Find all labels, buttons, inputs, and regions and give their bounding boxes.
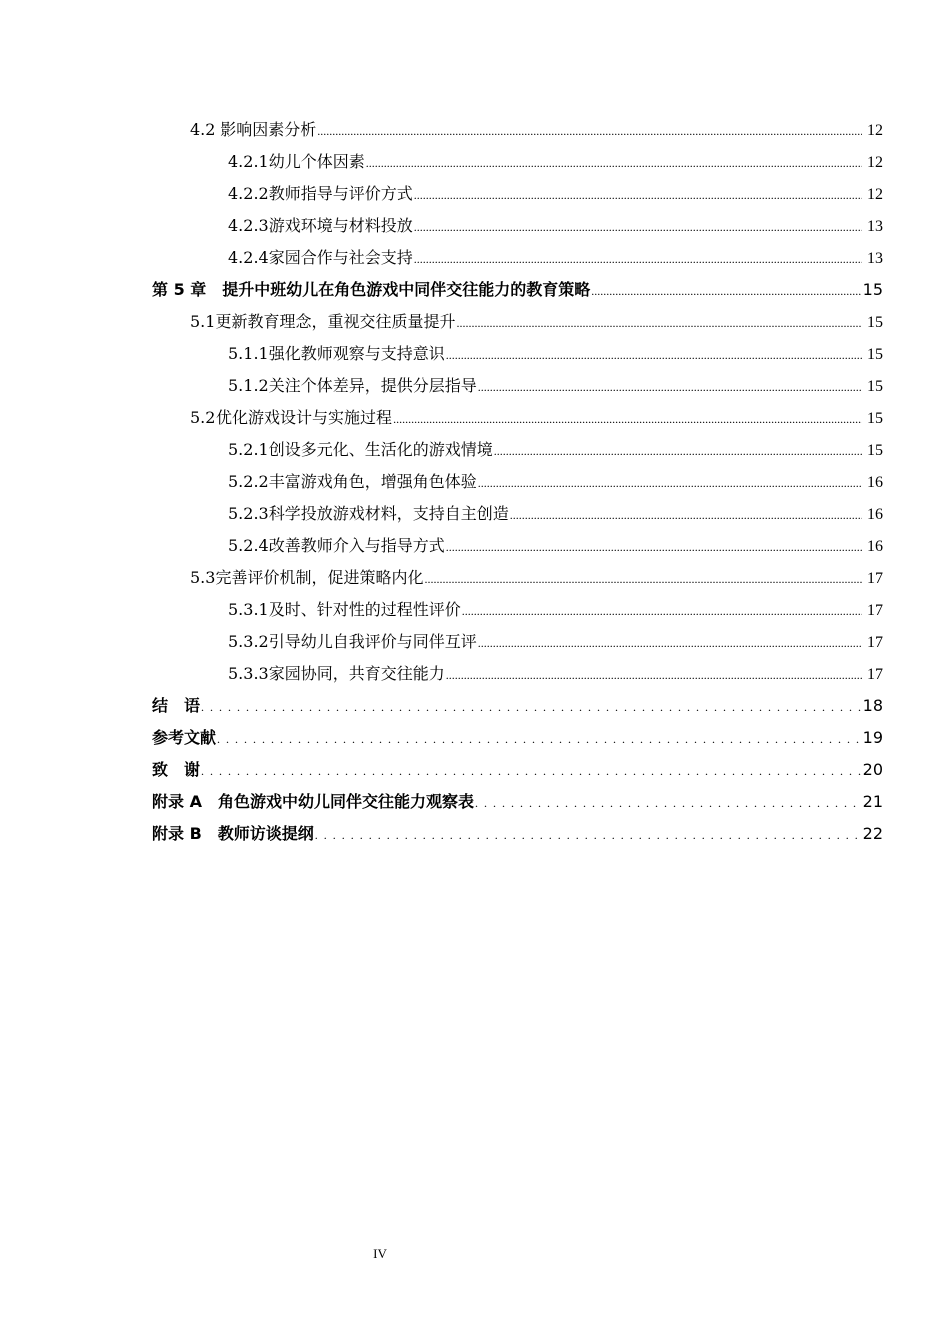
toc-dot-leader [446,659,862,691]
toc-entry-title: 改善教师介入与指导方式 [268,536,445,555]
toc-dot-leader [317,115,862,147]
toc-entry-title: 结 语 [152,696,201,715]
toc-dot-leader [494,435,862,467]
toc-entry-title: 影响因素分析 [220,120,317,139]
toc-entry-title: 优化游戏设计与实施过程 [216,408,393,427]
toc-dot-leader [478,627,862,659]
toc-entry-page: 12 [867,122,883,139]
toc-dot-leader [478,467,862,499]
toc-entry-page: 15 [867,346,883,363]
toc-entry-number: 4.2.2 [228,184,269,203]
toc-entry-page: 15 [867,442,883,459]
toc-entry-page: 12 [867,154,883,171]
toc-entry-title: 家园协同，共育交往能力 [268,664,445,683]
toc-entry-title: 创设多元化、生活化的游戏情境 [268,440,493,459]
toc-entry-title: 角色游戏中幼儿同伴交往能力观察表 [217,792,474,811]
toc-dot-leader [414,243,862,275]
toc-entry-number: 4.2.4 [228,248,269,267]
toc-entry[interactable] [152,434,883,466]
toc-dot-leader [414,211,862,243]
toc-dot-leader [217,723,862,755]
toc-entry-title: 幼儿个体因素 [268,152,365,171]
toc-entry-page: 22 [862,824,883,843]
toc-entry[interactable] [152,690,883,722]
toc-entry-title: 丰富游戏角色，增强角色体验 [268,472,477,491]
toc-entry[interactable] [152,178,883,210]
toc-entry[interactable] [152,402,883,434]
toc-entry[interactable] [152,722,883,754]
toc-entry[interactable] [152,306,883,338]
toc-entry-number: 5.2.1 [228,440,269,459]
toc-entry[interactable] [152,466,883,498]
toc-entry-page: 13 [867,218,883,235]
toc-entry-page: 16 [867,538,883,555]
toc-entry-number: 4.2.1 [228,152,269,171]
toc-entry-page: 19 [862,728,883,747]
toc-entry-number: 附录 A [152,792,202,811]
toc-dot-leader [478,371,862,403]
toc-entry-title: 科学投放游戏材料，支持自主创造 [268,504,509,523]
toc-entry[interactable] [152,754,883,786]
toc-dot-leader [475,787,862,819]
toc-entry-page: 17 [867,666,883,683]
toc-entry[interactable] [152,370,883,402]
toc-entry-number: 第 5 章 [152,280,207,299]
toc-entry[interactable] [152,626,883,658]
toc-entry-page: 17 [867,634,883,651]
toc-entry-number: 5.2.3 [228,504,269,523]
toc-entry-title: 教师指导与评价方式 [268,184,413,203]
toc-entry[interactable] [152,498,883,530]
toc-dot-leader [446,339,862,371]
toc-entry-page: 15 [867,314,883,331]
toc-entry[interactable] [152,146,883,178]
toc-entry-page: 13 [867,250,883,267]
toc-dot-leader [414,179,862,211]
toc-entry-page: 16 [867,474,883,491]
toc-entry-title: 提升中班幼儿在角色游戏中同伴交往能力的教育策略 [222,280,591,299]
toc-entry[interactable] [152,530,883,562]
toc-dot-leader [510,499,862,531]
toc-entry[interactable] [152,210,883,242]
toc-entry-page: 12 [867,186,883,203]
toc-dot-leader [315,819,862,851]
toc-entry-title: 参考文献 [152,728,217,747]
toc-entry-number: 5.3.3 [228,664,269,683]
toc-entry[interactable] [152,274,883,306]
toc-entry-number: 5.1.2 [228,376,269,395]
toc-entry-page: 15 [867,378,883,395]
toc-entry-title: 游戏环境与材料投放 [268,216,413,235]
toc-entry-title: 关注个体差异，提供分层指导 [268,376,477,395]
toc-dot-leader [201,691,862,723]
toc-dot-leader [393,403,862,435]
toc-entry-number: 4.2.3 [228,216,269,235]
toc-dot-leader [424,563,862,595]
toc-entry[interactable] [152,786,883,818]
toc-entry-number: 5.2 [190,408,216,427]
toc-entry-page: 17 [867,570,883,587]
toc-entry-page: 20 [862,760,883,779]
toc-entry-number: 5.2.4 [228,536,269,555]
toc-entry-title: 致 谢 [152,760,201,779]
toc-entry[interactable] [152,114,883,146]
toc-entry[interactable] [152,242,883,274]
toc-entry[interactable] [152,338,883,370]
toc-entry-page: 15 [867,410,883,427]
toc-entry[interactable] [152,562,883,594]
toc-entry-number: 附录 B [152,824,202,843]
toc-dot-leader [456,307,862,339]
toc-dot-leader [366,147,862,179]
toc-entry-page: 15 [862,280,883,299]
toc-entry-title: 更新教育理念，重视交往质量提升 [215,312,456,331]
toc-entry-number: 5.2.2 [228,472,269,491]
toc-entry[interactable] [152,594,883,626]
toc-entry-title: 引导幼儿自我评价与同伴互评 [268,632,477,651]
toc-dot-leader [591,275,861,307]
toc-entry-title: 及时、针对性的过程性评价 [268,600,461,619]
toc-entry-title: 强化教师观察与支持意识 [268,344,445,363]
toc-entry-number: 4.2 [190,120,216,139]
toc-entry-number: 5.3.2 [228,632,269,651]
toc-dot-leader [201,755,862,787]
table-of-contents [152,114,883,850]
toc-dot-leader [446,531,862,563]
toc-entry-title: 完善评价机制，促进策略内化 [215,568,424,587]
toc-entry-number: 5.3.1 [228,600,269,619]
toc-entry-page: 16 [867,506,883,523]
toc-entry-number: 5.1 [190,312,216,331]
page-number: IV [373,1246,387,1261]
toc-entry-page: 21 [862,792,883,811]
toc-entry-number: 5.3 [190,568,216,587]
toc-entry-title: 教师访谈提纲 [217,824,314,843]
toc-entry[interactable] [152,658,883,690]
toc-dot-leader [462,595,862,627]
toc-entry-title: 家园合作与社会支持 [268,248,413,267]
toc-entry-number: 5.1.1 [228,344,269,363]
toc-entry-page: 17 [867,602,883,619]
toc-entry[interactable] [152,818,883,850]
toc-entry-page: 18 [862,696,883,715]
